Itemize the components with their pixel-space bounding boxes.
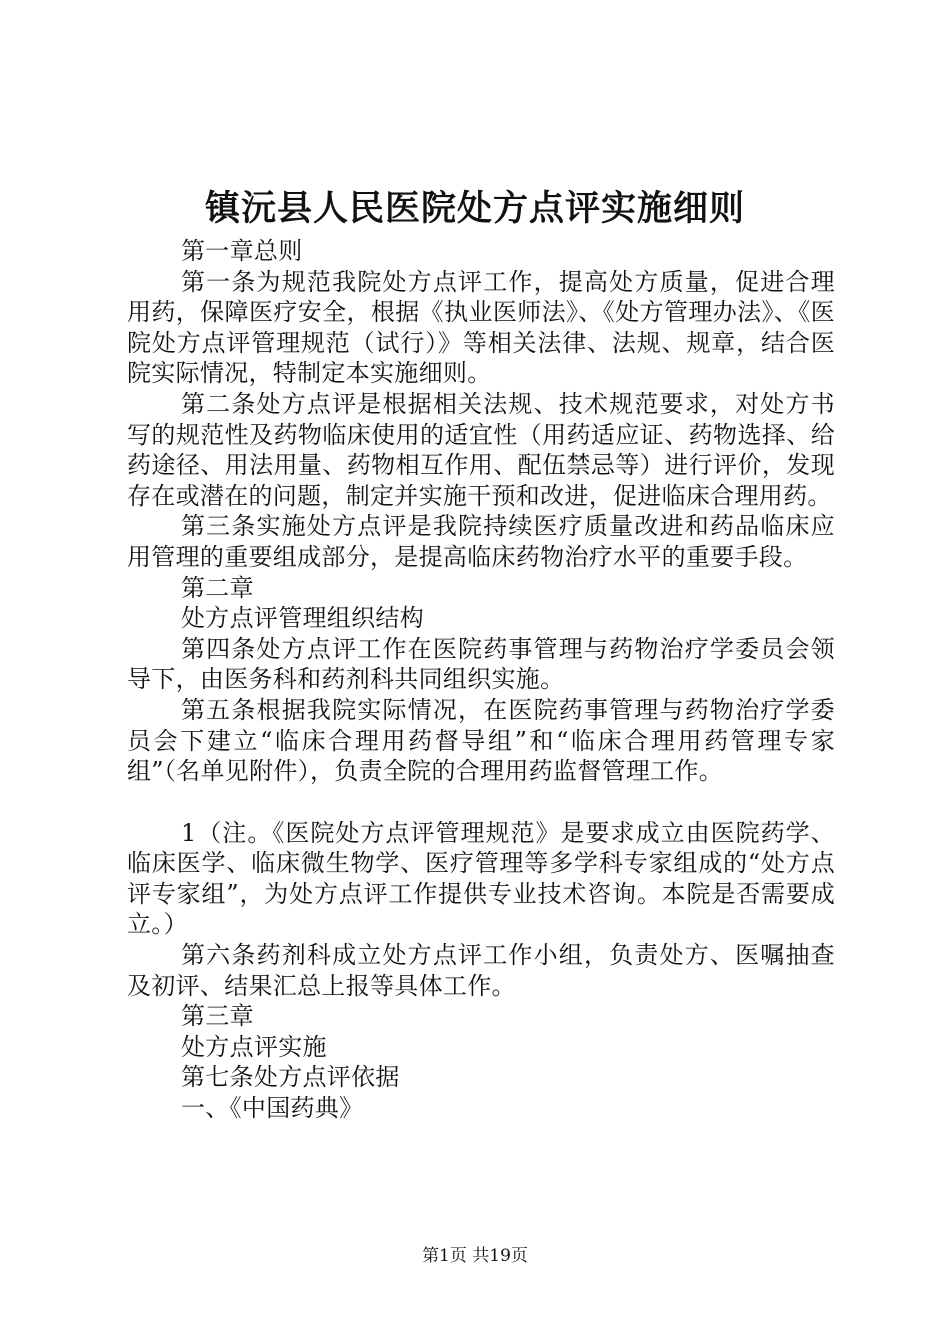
- note-paragraph: 1（注。《医院处方点评管理规范》是要求成立由医院药学、临床医学、临床微生物学、医疗管理等多学科专家组成的“处方点评专家组”，为处方点评工作提供专业技术咨询。本院是否需要成立。）: [127, 818, 835, 939]
- article-4-paragraph: 第四条处方点评工作在医院药事管理与药物治疗学委员会领导下，由医务科和药剂科共同组织实施。: [127, 634, 835, 694]
- chapter-3-heading: 第三章: [181, 1002, 254, 1031]
- article-1-paragraph: 第一条为规范我院处方点评工作，提高处方质量，促进合理用药，保障医疗安全，根据《执业医师法》、《处方管理办法》、《医院处方点评管理规范（试行）》等相关法律、法规、规章，结合医院实际情况，特制定本实施细则。: [127, 267, 835, 388]
- chapter-1-heading: 第一章总则: [181, 237, 303, 265]
- blank-line: [127, 787, 835, 818]
- article-6-paragraph: 第六条药剂科成立处方点评工作小组，负责处方、医嘱抽查及初评、结果汇总上报等具体工作。: [127, 941, 835, 1000]
- chapter-2-title: 处方点评管理组织结构: [181, 604, 424, 633]
- page-number-footer: 第1页 共19页: [422, 1246, 528, 1266]
- basis-item-1: 一、《中国药典》: [181, 1094, 364, 1123]
- chapter-2-heading: 第二章: [181, 573, 254, 602]
- chapter-3-title: 处方点评实施: [181, 1032, 327, 1061]
- document-body: [127, 236, 835, 1124]
- article-5-paragraph: 第五条根据我院实际情况，在医院药事管理与药物治疗学委员会下建立“临床合理用药督导组”和“临床合理用药管理专家组”（名单见附件），负责全院的合理用药监督管理工作。: [127, 695, 835, 786]
- article-7-paragraph: 第七条处方点评依据: [181, 1063, 400, 1092]
- article-3-paragraph: 第三条实施处方点评是我院持续医疗质量改进和药品临床应用管理的重要组成部分，是提高临床药物治疗水平的重要手段。: [127, 512, 835, 571]
- document-title: 镇沅县人民医院处方点评实施细则: [204, 188, 745, 229]
- article-2-paragraph: 第二条处方点评是根据相关法规、技术规范要求，对处方书写的规范性及药物临床使用的适宜性（用药适应证、药物选择、给药途径、用法用量、药物相互作用、配伍禁忌等）进行评价，发现存在或潜在的问题，制定并实施干预和改进，促进临床合理用药。: [127, 389, 835, 510]
